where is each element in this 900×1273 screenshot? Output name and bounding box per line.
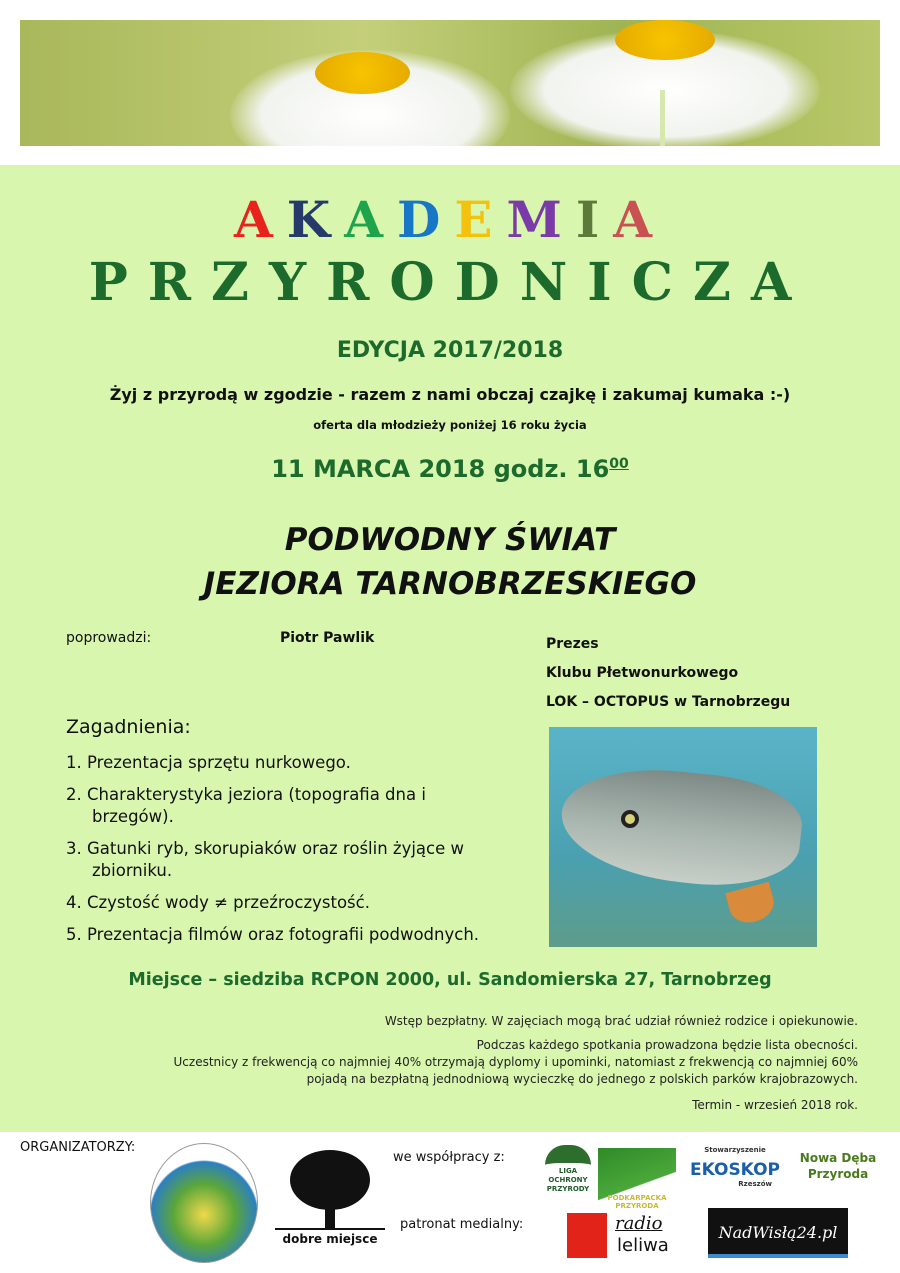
title-letter: R: [326, 252, 390, 313]
host-role-line: Prezes: [546, 636, 599, 652]
radio-leliwa-logo: [567, 1213, 672, 1258]
podkarpacka-przyroda-logo: PODKARPACKA PRZYRODA: [598, 1148, 676, 1206]
host-label: poprowadzi:: [66, 630, 152, 646]
title-letter: C: [631, 252, 693, 313]
title-letter: I: [587, 252, 632, 313]
event-date: [0, 455, 900, 483]
fish-photo: [549, 727, 817, 947]
dobre-miejsce-text: dobre miejsce: [282, 1232, 378, 1246]
note: Uczestnicy z frekwencją co najmniej 40% otrzymają dyplomy i upominki, natomiast z frekwencją co najmniej 60%: [173, 1055, 858, 1069]
title-letter: A: [233, 190, 287, 249]
title-letter: I: [575, 190, 614, 249]
title-letter: K: [286, 190, 345, 249]
title-letter: Z: [211, 252, 269, 313]
edition: EDYCJA 2017/2018: [336, 338, 564, 363]
note: pojadą na bezpłatną jednodniową wycieczkę do jednego z polskich parków krajobrazowych.: [306, 1072, 858, 1086]
issues-heading: Zagadnienia:: [66, 716, 191, 738]
time-minutes: 00: [609, 456, 629, 472]
note-term: Termin - wrzesień 2018 rok.: [692, 1098, 858, 1112]
venue: Miejsce – siedziba RCPON 2000, ul. Sandomierska 27, Tarnobrzeg: [128, 970, 772, 990]
rcpon-logo: [150, 1143, 258, 1263]
ekoskop-city: Rzeszów: [738, 1180, 772, 1188]
cooperation-label: we współpracy z:: [393, 1150, 505, 1165]
leliwa-text: leliwa: [617, 1235, 669, 1256]
title-letter: Y: [268, 252, 327, 313]
radio-text: radio: [615, 1213, 663, 1234]
title-przyrodnicza: [0, 252, 900, 313]
liga-ochrony-przyrody-logo: LIGA OCHRONY PRZYRODY: [545, 1145, 591, 1194]
title-letter: D: [397, 190, 455, 249]
list-item: 4. Czystość wody ≠ przeźroczystość.: [66, 893, 370, 912]
title-letter: A: [750, 252, 812, 313]
audience: oferta dla młodzieży poniżej 16 roku życia: [313, 418, 587, 432]
ekoskop-top: Stowarzyszenie: [704, 1146, 766, 1154]
topic: [0, 518, 900, 606]
note: Podczas każdego spotkania prowadzona będzie lista obecności.: [476, 1038, 858, 1052]
organizers-label: ORGANIZATORZY:: [20, 1140, 136, 1155]
note: Wstęp bezpłatny. W zajęciach mogą brać udział również rodzice i opiekunowie.: [384, 1014, 858, 1028]
nowa-deba-logo: Nowa Dęba Przyroda: [799, 1151, 877, 1181]
title-letter: D: [454, 252, 520, 313]
list-item: 3. Gatunki ryb, skorupiaków oraz roślin żyjące w zbiorniku.: [66, 839, 464, 880]
list-item: 5. Prezentacja filmów oraz fotografii podwodnych.: [66, 925, 480, 944]
host-name: Piotr Pawlik: [280, 630, 375, 646]
date-text: 11 MARCA 2018 godz. 16: [271, 455, 610, 483]
media-label: patronat medialny:: [400, 1217, 524, 1232]
host-role: [546, 630, 790, 717]
ekoskop-logo: [680, 1146, 790, 1188]
host-role-line: LOK – OCTOPUS w Tarnobrzegu: [546, 694, 791, 710]
title-letter: Z: [692, 252, 751, 313]
motto: Żyj z przyrodą w zgodzie - razem z nami obczaj czajkę i zakumaj kumaka :-): [109, 385, 791, 404]
ekoskop-name: EKOSKOP: [689, 1160, 781, 1180]
list-item: 2. Charakterystyka jeziora (topografia dna i brzegów).: [66, 785, 426, 826]
nadwisla24-logo: NadWisłą24.pl: [708, 1208, 848, 1258]
topic-line1: PODWODNY ŚWIAT: [284, 522, 616, 558]
title-letter: N: [519, 252, 588, 313]
title-letter: R: [147, 252, 212, 313]
title-letter: M: [506, 190, 576, 249]
topic-line2: JEZIORA TARNOBRZESKIEGO: [203, 566, 697, 602]
header-daisy-photo: [20, 20, 880, 146]
title-letter: P: [88, 252, 148, 313]
dobre-miejsce-logo: [275, 1150, 385, 1245]
title-letter: E: [454, 190, 507, 249]
title-letter: A: [613, 190, 667, 249]
issues-list: [66, 752, 536, 956]
title-letter: O: [389, 252, 455, 313]
host-role-line: Klubu Płetwonurkowego: [546, 665, 739, 681]
attendance-notes: [174, 1037, 858, 1088]
title-akademia: [0, 190, 900, 249]
list-item: 1. Prezentacja sprzętu nurkowego.: [66, 753, 351, 772]
title-letter: A: [344, 190, 398, 249]
